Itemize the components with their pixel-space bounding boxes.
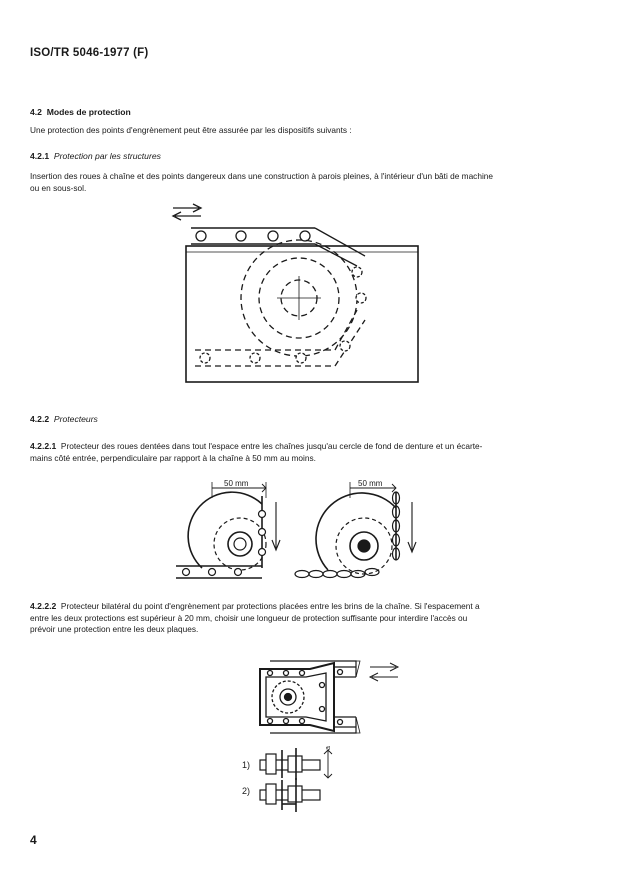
- dimension-label: 50 mm: [358, 479, 383, 488]
- section-number: 4.2.2.2: [30, 601, 57, 611]
- direction-arrows: [173, 204, 201, 220]
- figure-sprocket-guard-right: [288, 478, 428, 584]
- text-line: prévoir une protection entre les deux plaques.: [30, 624, 199, 634]
- chain-pins-lower: [200, 267, 366, 363]
- paragraph-4-2-2-1: [30, 441, 482, 464]
- page-number: 4: [30, 833, 37, 847]
- text-line: Insertion des roues à chaîne et des points dangereux dans une construction à parois pleines, à l'intérieur d'un bâti de machine: [30, 171, 494, 181]
- heading-4-2: [30, 107, 131, 117]
- text-line: mains côté entrée, perpendiculaire par rapport à la chaîne à 50 mm au moins.: [30, 452, 316, 463]
- sprocket-guard: [188, 492, 262, 568]
- variant-label-2: 2): [242, 786, 251, 796]
- hidden-sprocket: [195, 240, 365, 366]
- figure-guard-variants: [238, 738, 338, 824]
- figure-bilateral-guard: [240, 655, 410, 737]
- variant-1: [260, 748, 320, 780]
- paragraph-4-2-2-2: [30, 601, 480, 636]
- heading-4-2-2: [30, 414, 98, 424]
- variant-label-1: 1): [242, 760, 251, 770]
- section-number: 4.2.2: [30, 414, 50, 424]
- heading-4-2-1: [30, 151, 161, 161]
- sprocket-guard: [316, 493, 396, 570]
- paragraph-4-2: Une protection des points d'engrènement peut être assurée par les dispositifs suivants :: [30, 125, 352, 135]
- spacing-label: a: [325, 746, 332, 750]
- section-number: 4.2.2.1: [30, 441, 57, 451]
- section-number: 4.2: [30, 107, 42, 117]
- chain-pins-upper: [196, 231, 310, 241]
- document-id: ISO/TR 5046-1977 (F): [30, 47, 149, 59]
- text-line: entre les deux protections est supérieur à 20 mm, choisir une longueur de protection suffisante pour interdire l'accès ou: [30, 612, 468, 623]
- chain-links: [295, 492, 400, 578]
- section-title: Modes de protection: [46, 107, 131, 117]
- chain-upper: [191, 228, 315, 244]
- text-line: ou en sous-sol.: [30, 182, 87, 193]
- text-line: [30, 601, 480, 613]
- dimension-label: 50 mm: [224, 479, 249, 488]
- section-number: 4.2.1: [30, 151, 50, 161]
- text-line-content: Protecteur bilatéral du point d'engrènement par protections placées entre les brins de la chaîne. Si l'espacement a: [60, 601, 480, 611]
- figure-structure-enclosure: [165, 200, 425, 390]
- section-title: Protection par les structures: [53, 151, 161, 161]
- text-line-content: Protecteur des roues dentées dans tout l'espace entre les chaînes jusqu'au cercle de fond de denture et un écarte-: [60, 441, 483, 451]
- text-line: [30, 441, 482, 453]
- paragraph-4-2-1: [30, 171, 493, 194]
- section-title: Protecteurs: [53, 414, 98, 424]
- figure-sprocket-guard-left: [172, 478, 292, 584]
- variant-2: [260, 778, 320, 812]
